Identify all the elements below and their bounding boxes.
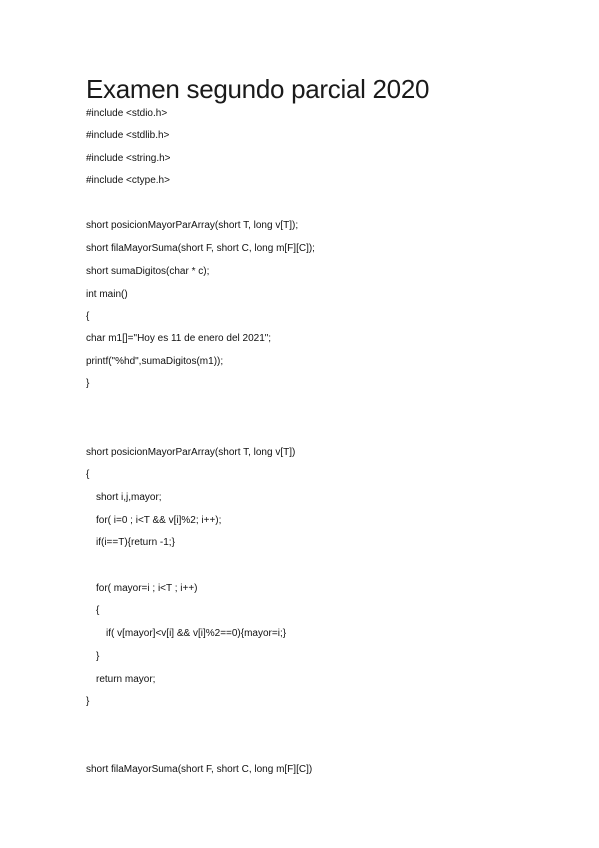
code-line-for-open-brace: { [96, 605, 100, 616]
code-line-include-string: #include <string.h> [86, 153, 171, 164]
code-line-main-open-brace: { [86, 311, 90, 322]
code-line-main: int main() [86, 289, 128, 300]
code-line-include-ctype: #include <ctype.h> [86, 175, 170, 186]
code-line-for-search: for( i=0 ; i<T && v[i]%2; i++); [96, 515, 222, 526]
code-line-include-stdlib: #include <stdlib.h> [86, 130, 170, 141]
code-line-prototype-suma: short sumaDigitos(char * c); [86, 266, 210, 277]
code-line-def-fila: short filaMayorSuma(short F, short C, long m[F][C]) [86, 764, 313, 775]
code-line-def-posicion: short posicionMayorParArray(short T, long v[T]) [86, 447, 296, 458]
code-line-include-stdio: #include <stdio.h> [86, 108, 168, 119]
code-line-if-return: if(i==T){return -1;} [96, 537, 175, 548]
code-line-for-close-brace: } [96, 651, 100, 662]
document-title: Examen segundo parcial 2020 [86, 74, 430, 104]
code-line-printf: printf("%hd",sumaDigitos(m1)); [86, 356, 224, 367]
code-line-def-open-brace: { [86, 469, 90, 480]
code-line-declarations: short i,j,mayor; [96, 492, 162, 503]
code-line-main-close-brace: } [86, 378, 90, 389]
code-line-prototype-fila: short filaMayorSuma(short F, short C, long m[F][C]); [86, 243, 315, 254]
code-line-if-mayor: if( v[mayor]<v[i] && v[i]%2==0){mayor=i;} [106, 628, 287, 639]
code-line-char-m1: char m1[]="Hoy es 11 de enero del 2021"; [86, 333, 272, 344]
code-line-def-close-brace: } [86, 696, 90, 707]
code-line-return-mayor: return mayor; [96, 674, 156, 685]
code-line-for-mayor: for( mayor=i ; i<T ; i++) [96, 583, 198, 594]
code-line-prototype-posicion: short posicionMayorParArray(short T, long v[T]); [86, 220, 299, 231]
